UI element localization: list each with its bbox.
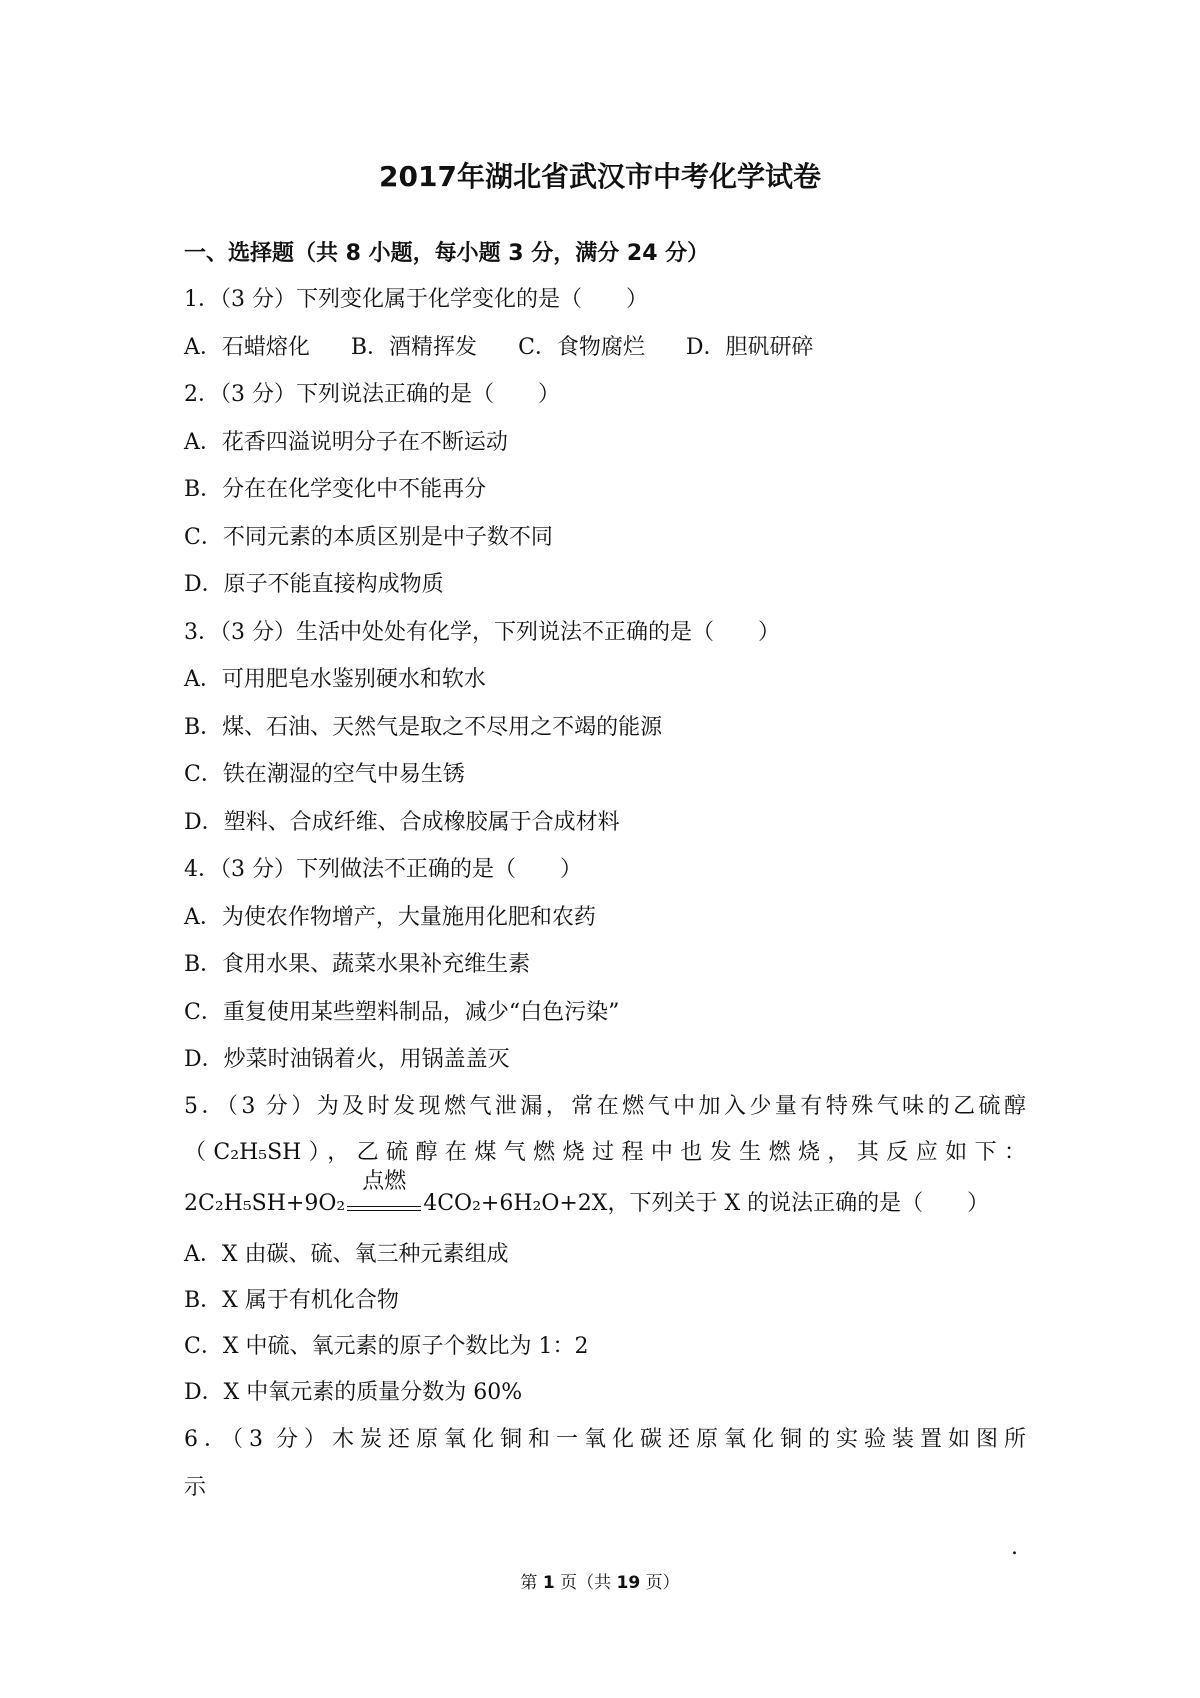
option-c: C．铁在潮湿的空气中易生锈 [184,762,465,787]
option-b: B．X 属于有机化合物 [184,1287,399,1313]
option-a: A．花香四溢说明分子在不断运动 [184,429,508,455]
footer-suffix: 页） [645,1573,680,1593]
question-2-stem: 2．（3 分）下列说法正确的是（ ） [184,382,560,407]
condition-label: 点燃 [362,1168,407,1194]
question-6-stem-line2: 示 [184,1474,207,1500]
option-a: A．为使农作物增产，大量施用化肥和农药 [184,904,596,930]
option-b: B．食用水果、蔬菜水果补充维生素 [184,952,531,977]
question-5-stem-line2: （C₂H₅SH），乙硫醇在煤气燃烧过程中也发生燃烧，其反应如下： [184,1139,1026,1165]
question-4-stem: 4．（3 分）下列做法不正确的是（ ） [184,857,582,882]
reaction-equation [184,1168,1026,1232]
option-b: B．酒精挥发 [350,334,478,360]
option-d: D．塑料、合成纤维、合成橡胶属于合成材料 [184,809,620,835]
page-total: 19 [616,1573,641,1593]
option-c: C．不同元素的本质区别是中子数不同 [184,524,553,550]
page-title: 2017年湖北省武汉市中考化学试卷 [379,160,821,193]
question-5 [184,1084,1026,1416]
equals-bar-top [347,1206,421,1207]
option-c: C．X 中硫、氧元素的原子个数比为 1：2 [184,1333,589,1359]
question-1-stem: 1．（3 分）下列变化属于化学变化的是（ ） [184,287,648,312]
option-b: B．分在在化学变化中不能再分 [184,477,487,502]
option-d: D．原子不能直接构成物质 [184,572,444,597]
equals-bar-bottom [347,1210,421,1211]
option-a: A．石蜡熔化 [184,334,310,360]
page-footer [0,1568,1200,1593]
option-d: D．胆矾研碎 [685,334,814,360]
option-c: C．食物腐烂 [518,334,645,360]
section-heading: 一、选择题（共 8 小题，每小题 3 分，满分 24 分） [184,241,710,266]
option-a: A．可用肥皂水鉴别硬水和软水 [184,667,486,692]
option-d: D．炒菜时油锅着火，用锅盖盖灭 [184,1047,510,1072]
equation-reactants: 2C₂H₅SH+9O₂ [184,1190,346,1216]
option-d: D．X 中氧元素的质量分数为 60% [184,1379,523,1405]
equation-products: 4CO₂+6H₂O+2X，下列关于 X 的说法正确的是（ ） [423,1190,990,1216]
question-3-stem: 3．（3 分）生活中处处有化学，下列说法不正确的是（ ） [184,619,780,645]
question-5-stem-line1: 5．（3 分）为及时发现燃气泄漏，常在燃气中加入少量有特殊气味的乙硫醇 [184,1093,1026,1119]
question-6-stem-line1: 6．（3 分）木炭还原氧化铜和一氧化碳还原氧化铜的实验装置如图所 [184,1426,1026,1452]
option-a: A．X 由碳、硫、氧三种元素组成 [184,1241,509,1267]
footer-mid: 页（共 [560,1573,612,1593]
option-b: B．煤、石油、天然气是取之不尽用之不竭的能源 [184,714,663,740]
option-c: C．重复使用某些塑料制品，减少“白色污染” [184,999,620,1025]
question-1-options [184,324,1026,372]
trailing-period: . [1011,1535,1018,1560]
exam-content [184,232,1026,1511]
reaction-condition [345,1168,423,1224]
footer-prefix: 第 [520,1573,538,1593]
page-number: 1 [542,1573,555,1593]
